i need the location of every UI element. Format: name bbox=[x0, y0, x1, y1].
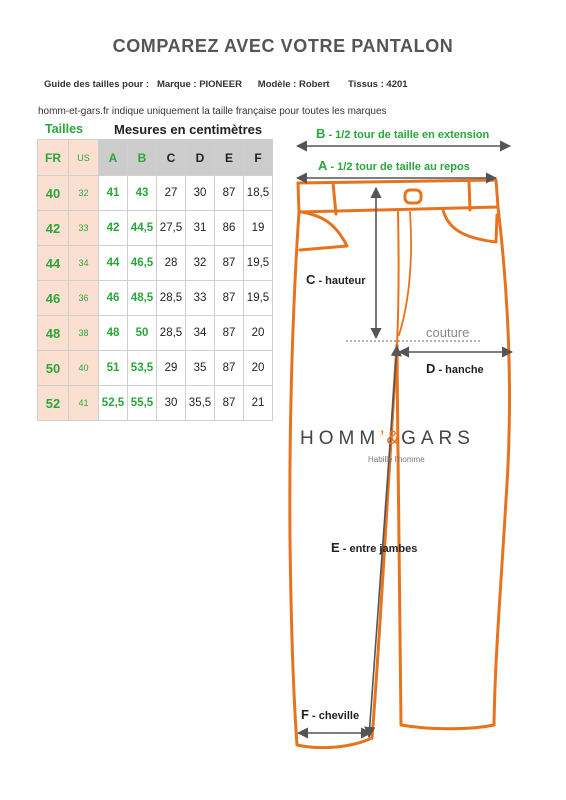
cell-b: 46,5 bbox=[128, 246, 157, 281]
cell-us: 32 bbox=[69, 176, 99, 211]
cell-fr: 46 bbox=[38, 281, 69, 316]
cell-fr: 44 bbox=[38, 246, 69, 281]
cell-d: 30 bbox=[186, 176, 215, 211]
cell-f: 18,5 bbox=[244, 176, 273, 211]
label-d-letter: D bbox=[426, 361, 436, 376]
cell-e: 86 bbox=[215, 211, 244, 246]
cell-c: 30 bbox=[157, 386, 186, 421]
cell-d: 34 bbox=[186, 316, 215, 351]
mesures-label: Mesures en centimètres bbox=[114, 122, 263, 137]
label-e-letter: E bbox=[331, 540, 340, 555]
brand-left: HOMM bbox=[300, 428, 381, 449]
cell-us: 33 bbox=[69, 211, 99, 246]
brand-apostrophe: ’ bbox=[380, 428, 387, 449]
cell-e: 87 bbox=[215, 351, 244, 386]
cell-f: 19,5 bbox=[244, 246, 273, 281]
cell-b: 44,5 bbox=[128, 211, 157, 246]
cell-e: 87 bbox=[215, 316, 244, 351]
cell-fr: 42 bbox=[38, 211, 69, 246]
cell-us: 38 bbox=[69, 316, 99, 351]
cell-c: 28,5 bbox=[157, 316, 186, 351]
brand-logo bbox=[300, 428, 475, 450]
cell-a: 41 bbox=[99, 176, 128, 211]
label-c bbox=[306, 272, 366, 287]
cell-e: 87 bbox=[215, 386, 244, 421]
cell-a: 42 bbox=[99, 211, 128, 246]
couture-label: couture bbox=[426, 325, 470, 340]
cell-fr: 50 bbox=[38, 351, 69, 386]
cell-fr: 40 bbox=[38, 176, 69, 211]
cell-e: 87 bbox=[215, 246, 244, 281]
cell-fr: 48 bbox=[38, 316, 69, 351]
label-b bbox=[316, 126, 489, 141]
cell-f: 19,5 bbox=[244, 281, 273, 316]
cell-e: 87 bbox=[215, 176, 244, 211]
cell-f: 20 bbox=[244, 351, 273, 386]
label-f-letter: F bbox=[301, 707, 309, 722]
cell-c: 28,5 bbox=[157, 281, 186, 316]
cell-fr: 52 bbox=[38, 386, 69, 421]
brand-ampersand: & bbox=[386, 428, 402, 449]
cell-d: 35 bbox=[186, 351, 215, 386]
cell-c: 27,5 bbox=[157, 211, 186, 246]
cell-c: 29 bbox=[157, 351, 186, 386]
cell-b: 53,5 bbox=[128, 351, 157, 386]
cell-us: 34 bbox=[69, 246, 99, 281]
tailles-label: Tailles bbox=[45, 122, 83, 136]
cell-a: 52,5 bbox=[99, 386, 128, 421]
col-header-d: D bbox=[186, 140, 215, 176]
label-f-text: - cheville bbox=[308, 710, 360, 722]
cell-f: 20 bbox=[244, 316, 273, 351]
label-b-letter: B bbox=[316, 126, 326, 141]
cell-b: 50 bbox=[128, 316, 157, 351]
cell-d: 32 bbox=[186, 246, 215, 281]
cell-f: 19 bbox=[244, 211, 273, 246]
label-e bbox=[331, 540, 417, 555]
label-a bbox=[318, 158, 470, 173]
cell-d: 33 bbox=[186, 281, 215, 316]
cell-b: 48,5 bbox=[128, 281, 157, 316]
brand-right: GARS bbox=[401, 428, 475, 449]
col-header-c: C bbox=[157, 140, 186, 176]
cell-a: 44 bbox=[99, 246, 128, 281]
label-a-letter: A bbox=[318, 158, 328, 173]
cell-b: 55,5 bbox=[128, 386, 157, 421]
label-d bbox=[426, 361, 484, 376]
cell-b: 43 bbox=[128, 176, 157, 211]
cell-c: 27 bbox=[157, 176, 186, 211]
label-b-text: - 1/2 tour de taille en extension bbox=[325, 129, 490, 141]
label-f bbox=[301, 707, 359, 722]
col-header-us: US bbox=[69, 140, 99, 176]
cell-d: 35,5 bbox=[186, 386, 215, 421]
site-note: homm-et-gars.fr indique uniquement la taille française pour toutes les marques bbox=[38, 106, 387, 117]
cell-us: 41 bbox=[69, 386, 99, 421]
cell-e: 87 bbox=[215, 281, 244, 316]
col-header-fr: FR bbox=[38, 140, 69, 176]
col-header-f: F bbox=[244, 140, 273, 176]
brand-tagline: Habille l'homme bbox=[368, 455, 425, 464]
label-a-text: - 1/2 tour de taille au repos bbox=[327, 161, 470, 173]
col-header-a: A bbox=[99, 140, 128, 176]
cell-a: 46 bbox=[99, 281, 128, 316]
col-header-b: B bbox=[128, 140, 157, 176]
cell-us: 40 bbox=[69, 351, 99, 386]
label-c-letter: C bbox=[306, 272, 316, 287]
cell-c: 28 bbox=[157, 246, 186, 281]
cell-a: 48 bbox=[99, 316, 128, 351]
label-c-text: - hauteur bbox=[315, 275, 366, 287]
cell-d: 31 bbox=[186, 211, 215, 246]
size-guide-info: Guide des tailles pour : Marque : PIONEER Modèle : Robert Tissus : 4201 bbox=[44, 79, 408, 90]
cell-us: 36 bbox=[69, 281, 99, 316]
col-header-e: E bbox=[215, 140, 244, 176]
label-d-text: - hanche bbox=[435, 364, 484, 376]
cell-f: 21 bbox=[244, 386, 273, 421]
cell-a: 51 bbox=[99, 351, 128, 386]
page-title: COMPAREZ AVEC VOTRE PANTALON bbox=[112, 36, 454, 56]
label-e-text: - entre jambes bbox=[339, 543, 418, 555]
